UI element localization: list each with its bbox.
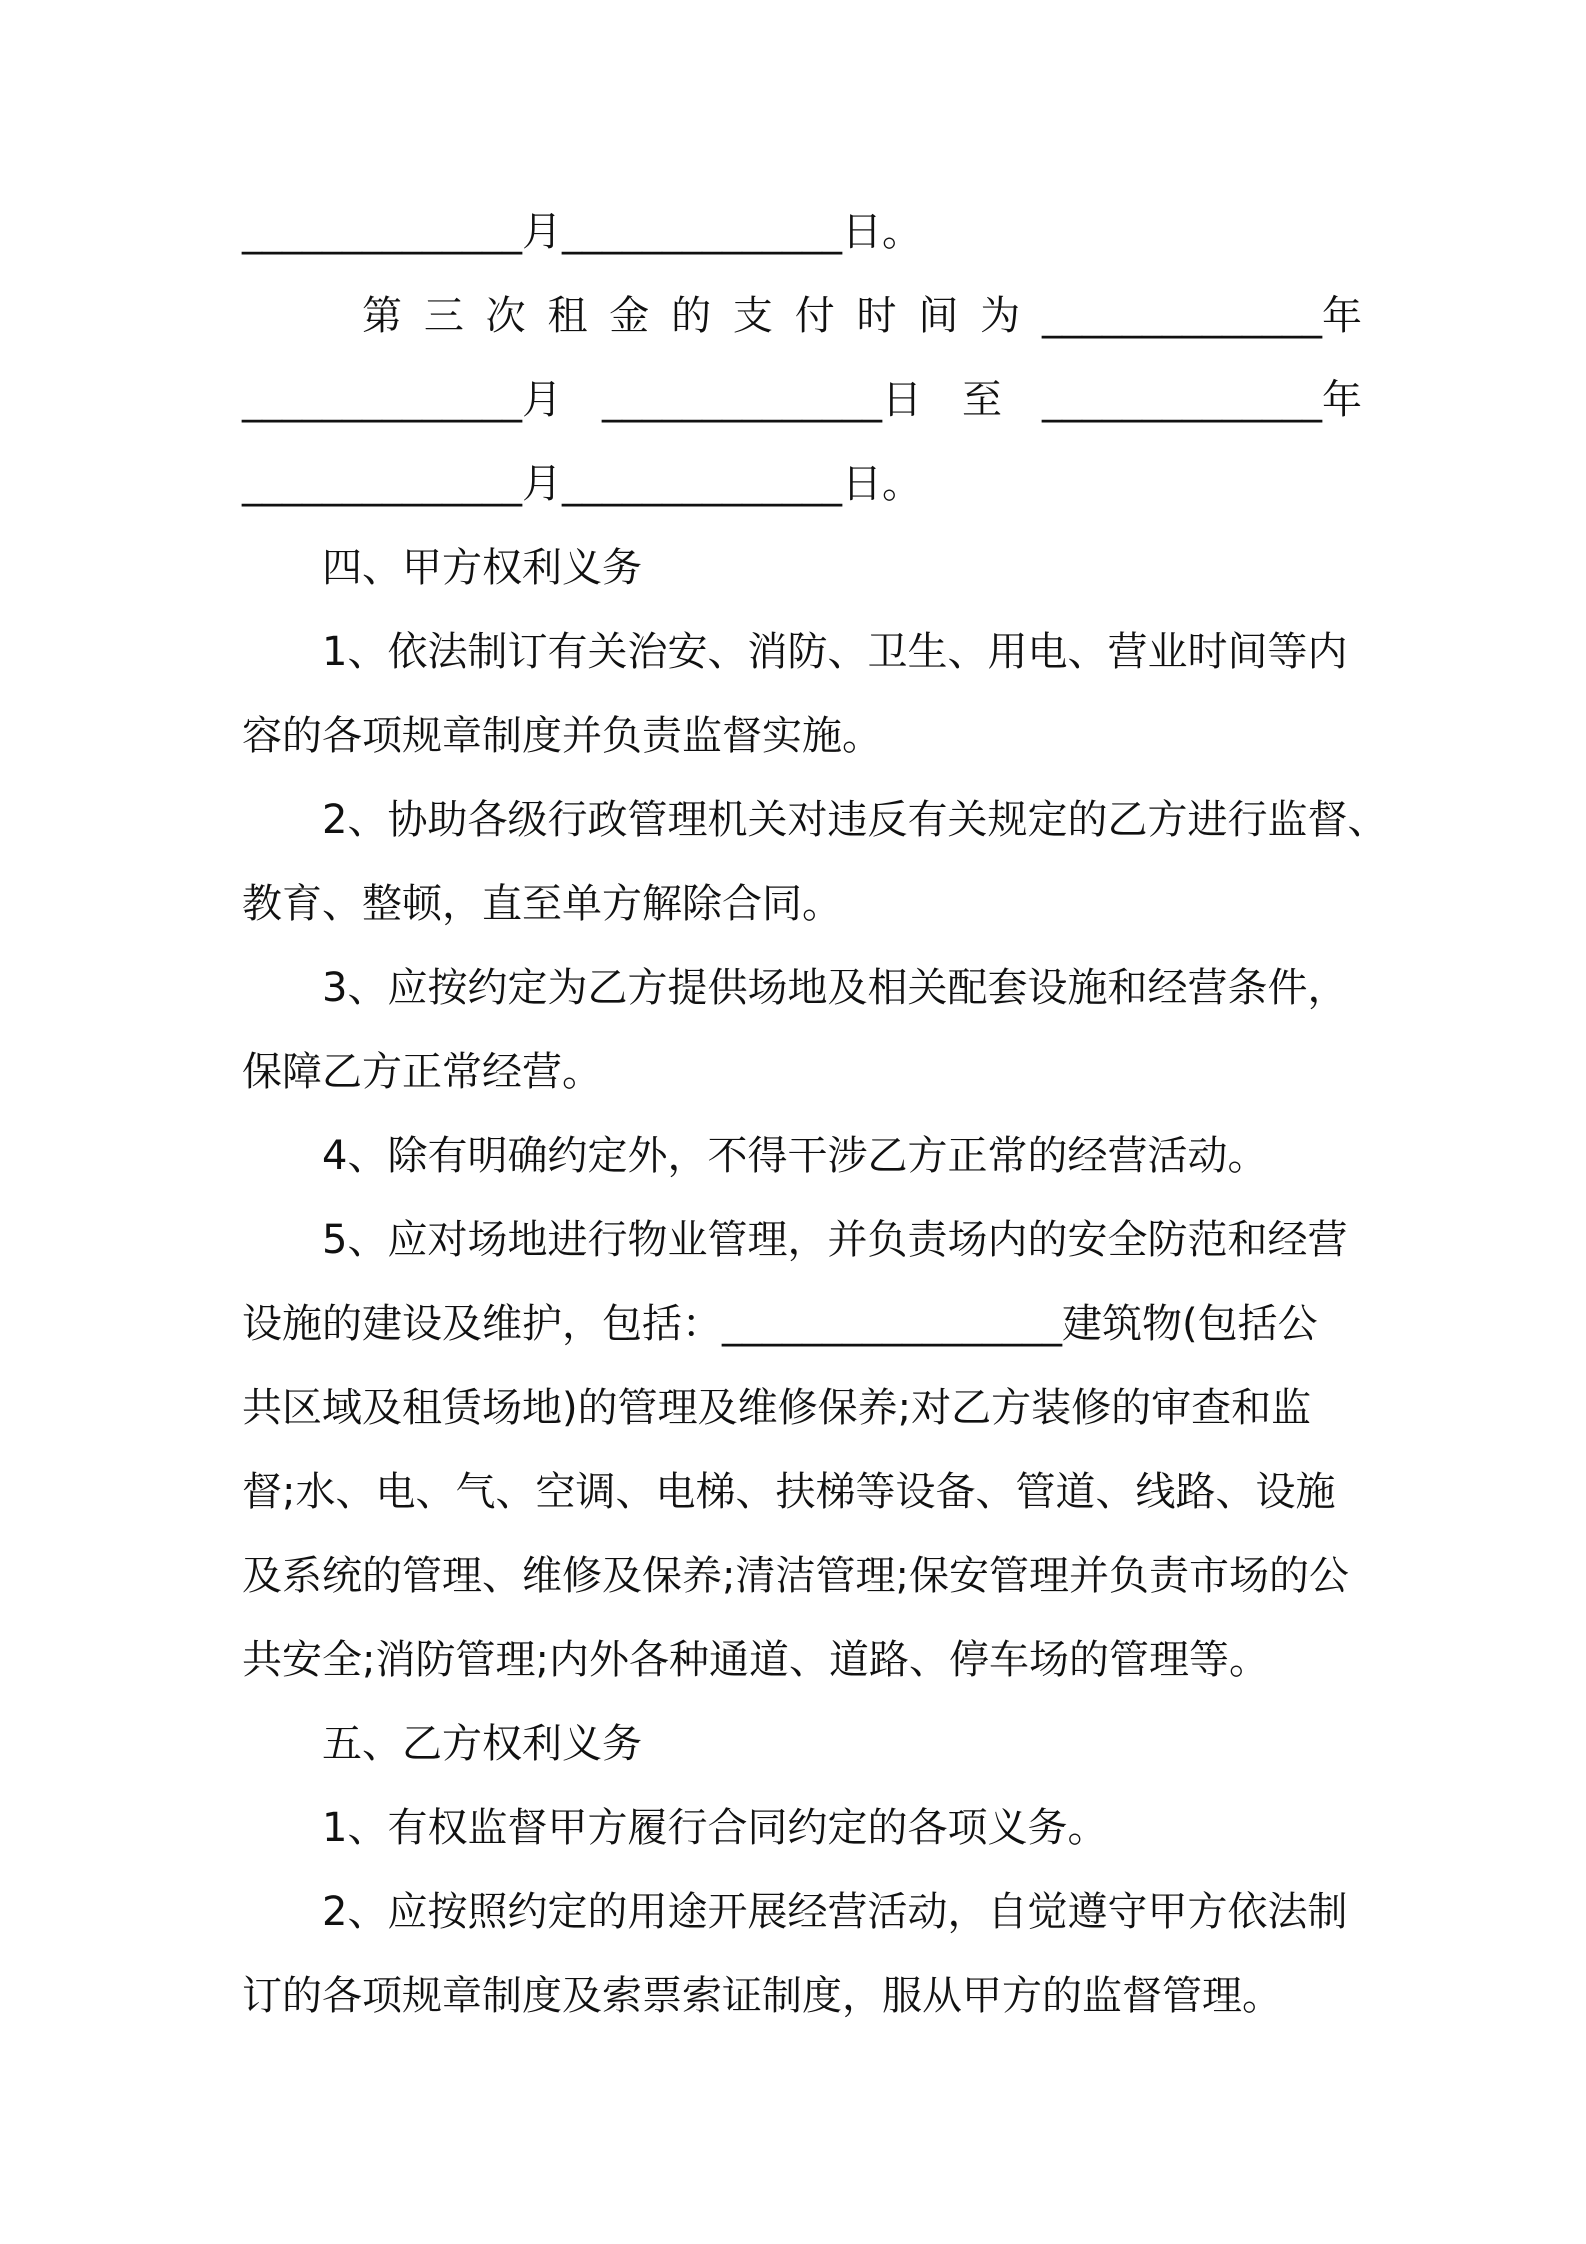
- text-line: 2、协助各级行政管理机关对违反有关规定的乙方进行监督、: [322, 797, 1388, 843]
- text-line: 4、除有明确约定外，不得干涉乙方正常的经营活动。: [322, 1133, 1268, 1179]
- text-segment: 租: [547, 293, 588, 339]
- text-segment: ______________年: [1042, 377, 1362, 423]
- text-line: 保障乙方正常经营。: [242, 1049, 602, 1095]
- text-segment: 金: [609, 293, 650, 339]
- text-line: 及系统的管理、维修及保养;清洁管理;保安管理并负责市场的公: [242, 1553, 1349, 1599]
- text-line: 订的各项规章制度及索票索证制度，服从甲方的监督管理。: [242, 1973, 1282, 2019]
- text-line: 设施的建设及维护，包括：_________________建筑物(包括公: [242, 1301, 1318, 1347]
- text-line: 3、应按约定为乙方提供场地及相关配套设施和经营条件，: [322, 965, 1348, 1011]
- text-line: 5、应对场地进行物业管理，并负责场内的安全防范和经营: [322, 1217, 1348, 1263]
- text-line: [242, 358, 1362, 442]
- text-line: ______________月______________日。: [242, 461, 922, 507]
- text-segment: 付: [794, 293, 835, 339]
- text-line: 督;水、电、气、空调、电梯、扶梯等设备、管道、线路、设施: [242, 1469, 1336, 1515]
- text-line: [242, 274, 1362, 358]
- text-segment: 次: [485, 293, 526, 339]
- text-line: 共区域及租赁场地)的管理及维修保养;对乙方装修的审查和监: [242, 1385, 1312, 1431]
- text-line: 共安全;消防管理;内外各种通道、道路、停车场的管理等。: [242, 1637, 1269, 1683]
- text-segment: 为: [980, 293, 1021, 339]
- text-segment: ______________日: [602, 377, 922, 423]
- text-segment: ______________月: [242, 377, 562, 423]
- text-segment: 的: [671, 293, 712, 339]
- text-line: ______________月______________日。: [242, 209, 922, 255]
- text-line: 容的各项规章制度并负责监督实施。: [242, 713, 882, 759]
- text-line: 五、乙方权利义务: [322, 1721, 642, 1767]
- text-line: 2、应按照约定的用途开展经营活动，自觉遵守甲方依法制: [322, 1889, 1348, 1935]
- text-line: 教育、整顿，直至单方解除合同。: [242, 881, 842, 927]
- text-segment: 三: [423, 293, 464, 339]
- text-segment: ______________年: [1041, 293, 1362, 339]
- text-line: 四、甲方权利义务: [322, 545, 642, 591]
- text-line: 1、依法制订有关治安、消防、卫生、用电、营业时间等内: [322, 629, 1348, 675]
- document-body: [242, 190, 1388, 2038]
- text-segment: 时: [856, 293, 897, 339]
- text-segment: 支: [732, 293, 773, 339]
- text-segment: 间: [918, 293, 959, 339]
- text-segment: 至: [962, 377, 1002, 423]
- text-segment: 第: [362, 293, 402, 339]
- text-line: 1、有权监督甲方履行合同约定的各项义务。: [322, 1805, 1108, 1851]
